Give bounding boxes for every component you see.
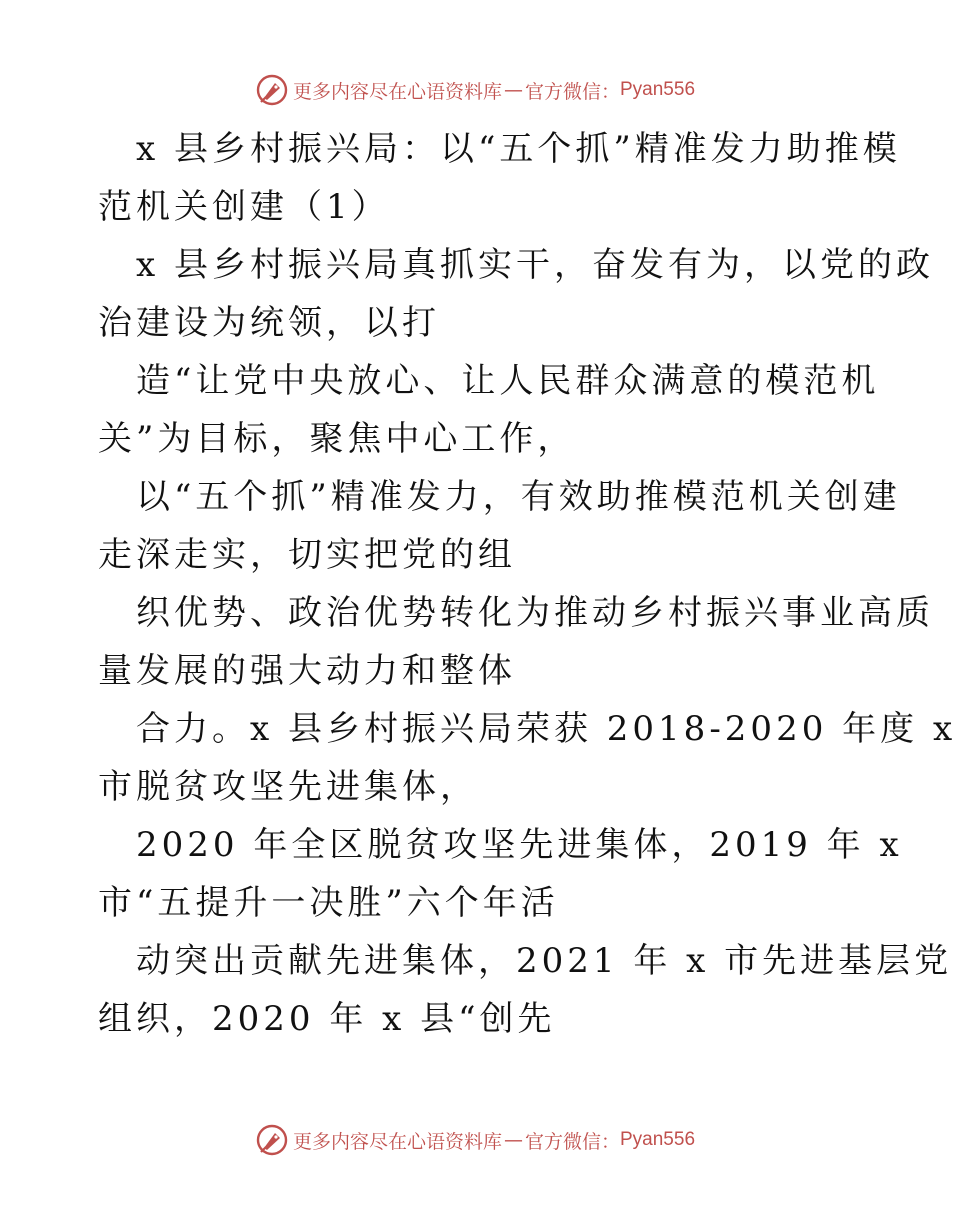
paragraph-line: 以“五个抓”精准发力，有效助推模范机关创建	[136, 477, 901, 517]
footer-brand-text: 更多内容尽在心语资料库	[292, 1130, 502, 1153]
pen-nib-logo-icon	[255, 1123, 289, 1157]
paragraph-line: 市脱贫攻坚先进集体，	[98, 767, 478, 807]
document-body	[98, 120, 956, 1048]
document-title-line: 范机关创建（1）	[98, 187, 390, 227]
header-separator: —	[503, 79, 523, 101]
footer-wechat-id: Pyan556	[620, 1129, 696, 1150]
paragraph-line: 造“让党中央放心、让人民群众满意的模范机	[136, 361, 880, 401]
header-contact-label: 官方微信：	[524, 80, 620, 103]
paragraph-line: 治建设为统领，以打	[98, 303, 440, 343]
paragraph-line: 织优势、政治优势转化为推动乡村振兴事业高质	[136, 593, 934, 633]
footer-banner[interactable]	[0, 1122, 950, 1158]
header-banner[interactable]	[0, 72, 950, 108]
paragraph-line: x 县乡村振兴局真抓实干，奋发有为，以党的政	[136, 245, 934, 285]
footer-contact-label: 官方微信：	[524, 1130, 620, 1153]
paragraph-line: 量发展的强大动力和整体	[98, 651, 516, 691]
footer-separator: —	[503, 1129, 523, 1151]
paragraph-line: 关”为目标，聚焦中心工作，	[98, 419, 576, 459]
paragraph-line: 市“五提升一决胜”六个年活	[98, 883, 559, 923]
document-title-line: x 县乡村振兴局：以“五个抓”精准发力助推模	[136, 129, 901, 169]
header-wechat-id: Pyan556	[620, 79, 696, 100]
paragraph-line: 组织，2020 年 x 县“创先	[98, 999, 556, 1039]
paragraph-line: 2020 年全区脱贫攻坚先进集体，2019 年 x	[136, 825, 903, 865]
paragraph-line: 动突出贡献先进集体，2021 年 x 市先进基层党	[136, 941, 953, 981]
pen-nib-logo-icon	[255, 73, 289, 107]
paragraph-line: 合力。x 县乡村振兴局荣获 2018-2020 年度 x	[136, 709, 956, 749]
paragraph-line: 走深走实，切实把党的组	[98, 535, 516, 575]
header-brand-text: 更多内容尽在心语资料库	[292, 80, 502, 103]
